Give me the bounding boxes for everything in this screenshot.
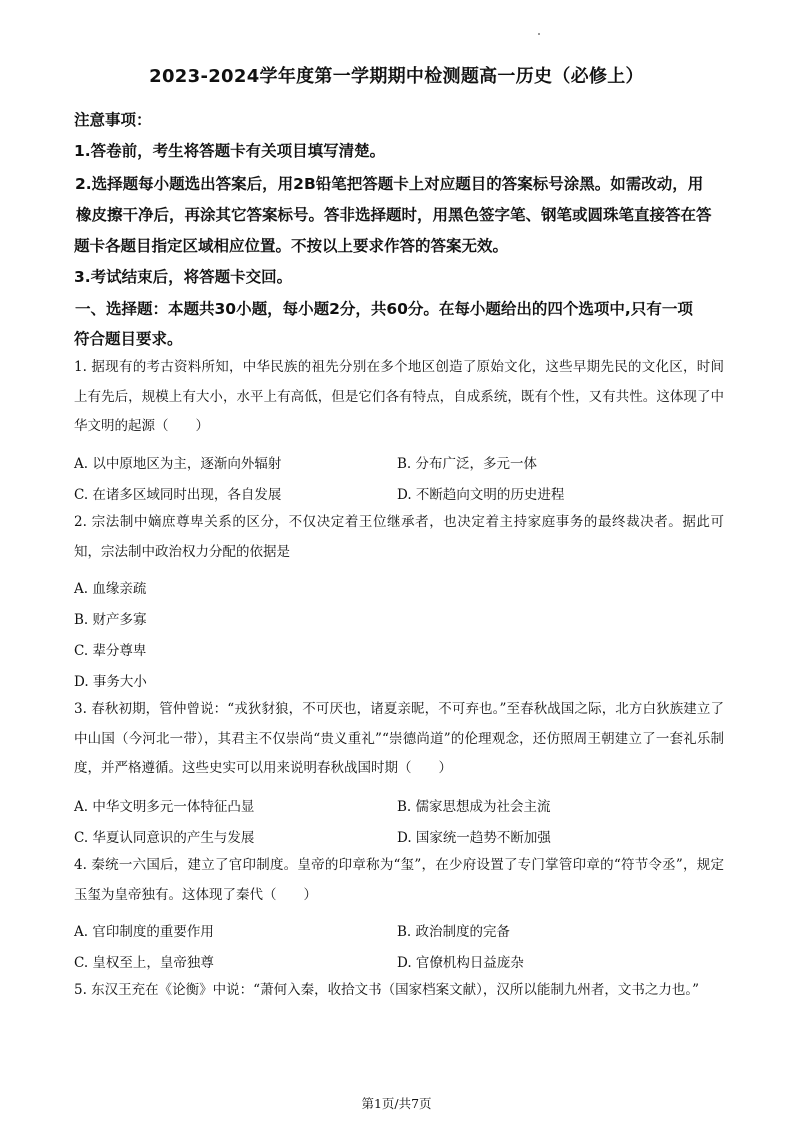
notice-item: 题卡各题目指定区域相应位置。不按以上要求作答的答案无效。 bbox=[74, 237, 509, 255]
section-heading: 一、选择题：本题共30小题，每小题2分，共60分。在每小题给出的四个选项中,只有一项 bbox=[75, 300, 693, 318]
section-heading-cont: 符合题目要求。 bbox=[74, 330, 183, 348]
page-title: 2023-2024学年度第一学期期中检测题高一历史（必修上） bbox=[149, 66, 644, 87]
question-2-option-d: D. 事务大小 bbox=[74, 674, 147, 690]
question-3-option-a: A. 中华文明多元一体特征凸显 bbox=[74, 799, 255, 815]
question-2-option-c: C. 辈分尊卑 bbox=[74, 643, 147, 659]
question-3-stem: 3. 春秋初期，管仲曾说：“戎狄豺狼，不可厌也，诸夏亲昵，不可弃也。”至春秋战国之际，北方白狄族建立了中山国（今河北一带），其君主不仅崇尚“贵义重礼”“崇德尚道”的伦理观念，还仿照周王朝建立了一套礼乐制度，并严格遵循。这些史实可以用来说明春秋战国时期（ ） bbox=[74, 701, 724, 776]
question-2-option-b: B. 财产多寡 bbox=[74, 612, 147, 628]
question-2-option-a: A. 血缘亲疏 bbox=[74, 581, 147, 597]
question-1-option-a: A. 以中原地区为主，逐渐向外辐射 bbox=[74, 456, 282, 472]
question-3-option-b: B. 儒家思想成为社会主流 bbox=[397, 799, 551, 815]
scan-speck bbox=[538, 33, 540, 35]
question-1-option-b: B. 分布广泛，多元一体 bbox=[397, 456, 538, 472]
question-4-stem: 4. 秦统一六国后，建立了官印制度。皇帝的印章称为“玺”，在少府设置了专门掌管印章的“符节令丞”，规定玉玺为皇帝独有。这体现了秦代（ ） bbox=[74, 857, 724, 903]
notice-item: 橡皮擦干净后，再涂其它答案标号。答非选择题时，用黑色签字笔、钢笔或圆珠笔直接答在答 bbox=[76, 206, 712, 224]
notice-item: 3.考试结束后，将答题卡交回。 bbox=[74, 268, 293, 286]
notice-item: 2.选择题每小题选出答案后，用2B铅笔把答题卡上对应题目的答案标号涂黑。如需改动，用 bbox=[75, 175, 704, 193]
question-4-option-d: D. 官僚机构日益庞杂 bbox=[397, 955, 524, 971]
question-2-stem: 2. 宗法制中嫡庶尊卑关系的区分，不仅决定着王位继承者，也决定着主持家庭事务的最终裁决者。据此可知，宗法制中政治权力分配的依据是 bbox=[74, 514, 724, 560]
question-4-option-c: C. 皇权至上，皇帝独尊 bbox=[74, 955, 214, 971]
notice-item: 1.答卷前，考生将答题卡有关项目填写清楚。 bbox=[74, 142, 386, 160]
question-4-option-b: B. 政治制度的完备 bbox=[397, 924, 511, 940]
question-3-option-c: C. 华夏认同意识的产生与发展 bbox=[74, 830, 255, 846]
question-4-option-a: A. 官印制度的重要作用 bbox=[74, 924, 214, 940]
question-1-option-c: C. 在诸多区域同时出现，各自发展 bbox=[74, 487, 282, 503]
notice-heading: 注意事项： bbox=[74, 111, 152, 129]
question-5-stem: 5. 东汉王充在《论衡》中说：“萧何入秦，收拾文书（国家档案文献），汉所以能制九州者，文书之力也。” bbox=[74, 982, 699, 998]
question-3-option-d: D. 国家统一趋势不断加强 bbox=[397, 830, 551, 846]
page-number: 第1页/共7页 bbox=[361, 1096, 432, 1111]
question-1-option-d: D. 不断趋向文明的历史进程 bbox=[397, 487, 565, 503]
question-1-stem: 1. 据现有的考古资料所知，中华民族的祖先分别在多个地区创造了原始文化，这些早期先民的文化区，时间上有先后，规模上有大小，水平上有高低，但是它们各有特点，自成系统，既有个性，又有共性。这体现了中华文明的起源（ ） bbox=[74, 359, 724, 434]
